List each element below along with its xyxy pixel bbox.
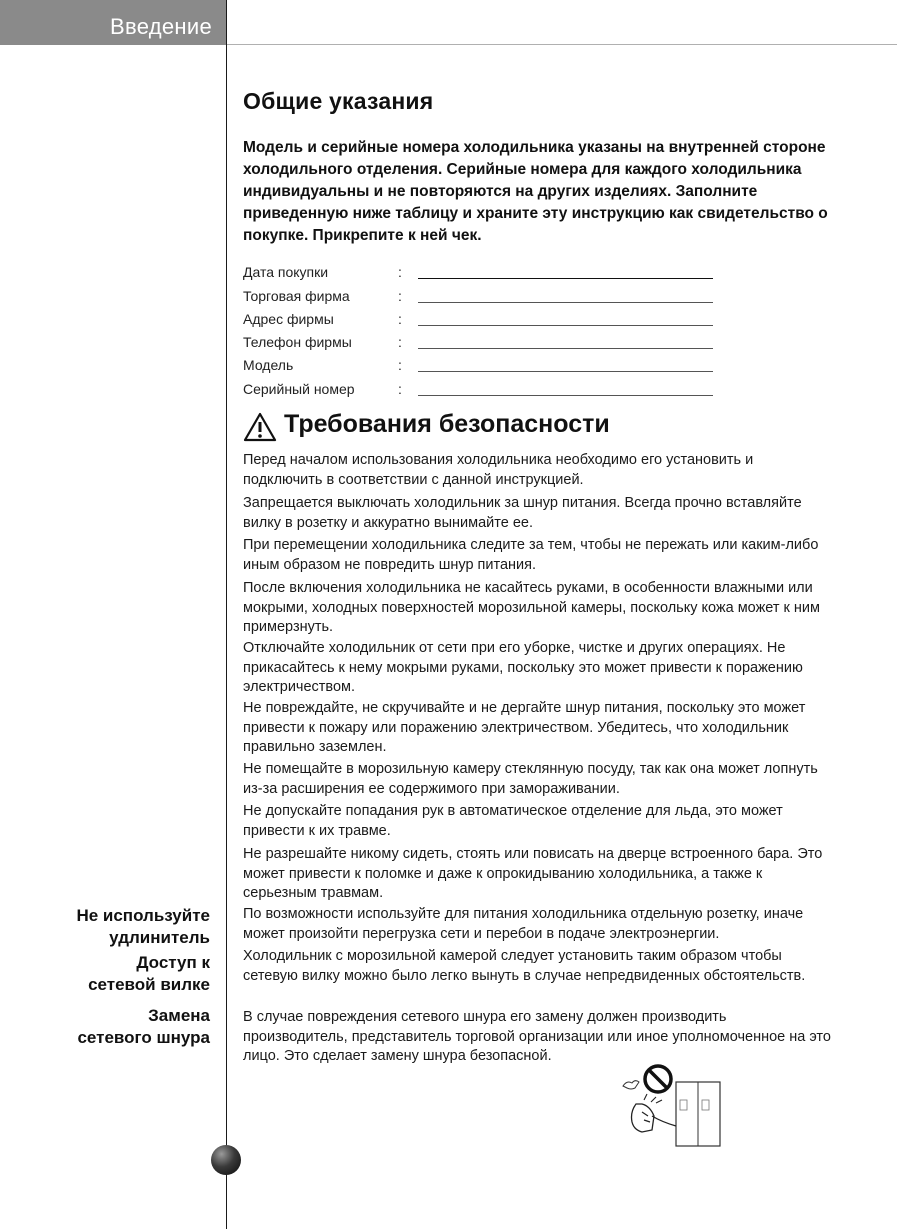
safety-paragraph: По возможности используйте для питания холодильника отдельную розетку, иначе может произойти перегрузка сети и перебои в подаче электроэнергии. [243, 906, 804, 942]
form-colon: : [398, 381, 402, 397]
form-colon: : [398, 264, 402, 280]
safety-paragraph: Не помещайте в морозильную камеру стеклянную посуду, так как она может лопнуть из-за расширения ее содержимого при замораживании. [243, 761, 818, 797]
form-row-dealer [243, 286, 723, 310]
safety-paragraph: Перед началом использования холодильника необходимо его установить и подключить в соответствии с данной инструкцией. [243, 452, 754, 488]
safety-paragraph: При перемещении холодильника следите за тем, чтобы не пережать или каким-либо иным образом не повредить шнур питания. [243, 537, 819, 573]
form-label: Серийный номер [243, 381, 355, 397]
section-title: Введение [109, 14, 212, 39]
side-note-extension [0, 905, 210, 949]
side-note-line: удлинитель [109, 928, 210, 947]
form-fill-line [418, 395, 713, 396]
page-marker-circle [211, 1145, 241, 1175]
margin-divider [226, 0, 227, 1229]
form-colon: : [398, 334, 402, 350]
form-label: Телефон фирмы [243, 334, 352, 350]
header-divider [226, 44, 897, 45]
form-label: Модель [243, 357, 294, 373]
form-label: Торговая фирма [243, 288, 350, 304]
safety-paragraph: Не повреждайте, не скручивайте и не дергайте шнур питания, поскольку это может привести к пожару или поражению электричеством. Убедитесь, что холодильник правильно заземлен. [243, 700, 806, 755]
form-fill-line [418, 302, 713, 303]
intro-paragraph: Модель и серийные номера холодильника указаны на внутренней стороне холодильного отделения. Серийные номера для каждого холодильника индивидуальны и не повторяются на других изделиях. Заполните приведенную ниже таблицу и храните эту инструкцию как свидетельство о покупке. Прикрепите к ней чек. [243, 139, 828, 244]
side-note-line: Доступ к [136, 953, 210, 972]
safety-paragraph: Не допускайте попадания рук в автоматическое отделение для льда, это может привести к их травме. [243, 803, 783, 839]
safety-paragraph: Холодильник с морозильной камерой следует установить таким образом чтобы сетевую вилку можно было легко вынуть в случае непредвиденных обстоятельств. [243, 948, 806, 984]
form-colon: : [398, 311, 402, 327]
form-label: Адрес фирмы [243, 311, 334, 327]
side-note-line: Замена [148, 1006, 210, 1025]
form-row-model [243, 355, 723, 379]
form-row-serial [243, 379, 723, 403]
section-header-bar [0, 0, 226, 45]
form-row-dealer-address [243, 309, 723, 333]
warning-triangle-icon [243, 412, 277, 442]
safety-paragraph: В случае повреждения сетевого шнура его замену должен производить производитель, представитель торговой организации или иное уполномоченное на это лицо. Это сделает замену шнура безопасной. [243, 1009, 831, 1064]
safety-title: Требования безопасности [284, 410, 610, 438]
form-fill-line [418, 348, 713, 349]
form-label: Дата покупки [243, 264, 329, 280]
safety-paragraph: Запрещается выключать холодильник за шнур питания. Всегда прочно вставляйте вилку в розетку и аккуратно вынимайте ее. [243, 495, 802, 531]
form-fill-line [418, 371, 713, 372]
form-colon: : [398, 357, 402, 373]
no-plug-pulling-refrigerator-icon [618, 1060, 723, 1150]
form-row-purchase-date [243, 262, 723, 286]
form-row-dealer-phone [243, 332, 723, 356]
side-note-line: Не используйте [76, 906, 210, 925]
safety-paragraph: После включения холодильника не касайтесь руками, в особенности влажными или мокрыми, холодных поверхностей морозильной камеры, поскольку кожа может к ним примерзнуть. [243, 580, 820, 635]
side-note-plug-access [0, 952, 210, 996]
form-colon: : [398, 288, 402, 304]
side-note-line: сетевой вилке [88, 975, 210, 994]
form-fill-line [418, 325, 713, 326]
side-note-line: сетевого шнура [77, 1028, 210, 1047]
page-title: Общие указания [243, 88, 434, 114]
safety-paragraph: Отключайте холодильник от сети при его уборке, чистке и других операциях. Не прикасайтесь к нему мокрыми руками, поскольку это может привести к поражению электричеством. [243, 640, 803, 695]
form-fill-line [418, 278, 713, 279]
side-note-cord-replacement [0, 1005, 210, 1049]
safety-paragraph: Не разрешайте никому сидеть, стоять или повисать на дверце встроенного бара. Это может привести к поломке и даже к опрокидыванию холодильника, а также к серьезным травмам. [243, 846, 823, 901]
